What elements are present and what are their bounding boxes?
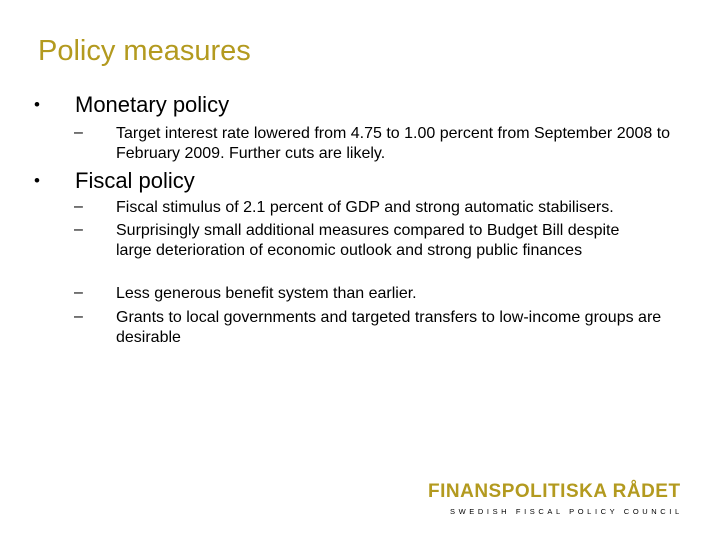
slide-title: Policy measures [38, 35, 251, 67]
sub-item-text: Fiscal stimulus of 2.1 percent of GDP and strong automatic stabilisers. [116, 199, 614, 216]
dash-marker: – [74, 198, 83, 215]
sub-item-text: Target interest rate lowered from 4.75 to 1.00 percent from September 2008 to February 2009. Further cuts are likely. [116, 125, 671, 162]
dash-marker: – [74, 124, 83, 141]
bullet-marker: • [34, 171, 40, 190]
sub-item-text: Surprisingly small additional measures compared to Budget Bill despite large deterioration of economic outlook and strong public finances [116, 222, 620, 259]
logo-name: FINANSPOLITISKA RÅDET [428, 481, 681, 502]
logo-subtitle: SWEDISH FISCAL POLICY COUNCIL [450, 507, 683, 516]
bullet-label: Monetary policy [75, 92, 230, 117]
bullet-marker: • [34, 95, 40, 114]
sub-item-text: Grants to local governments and targeted transfers to low-income groups are desirable [116, 309, 662, 346]
sub-item-text: Less generous benefit system than earlier. [116, 285, 417, 302]
dash-marker: – [74, 308, 83, 325]
dash-marker: – [74, 284, 83, 301]
dash-marker: – [74, 221, 83, 238]
bullet-label: Fiscal policy [75, 168, 195, 193]
logo [428, 481, 703, 516]
